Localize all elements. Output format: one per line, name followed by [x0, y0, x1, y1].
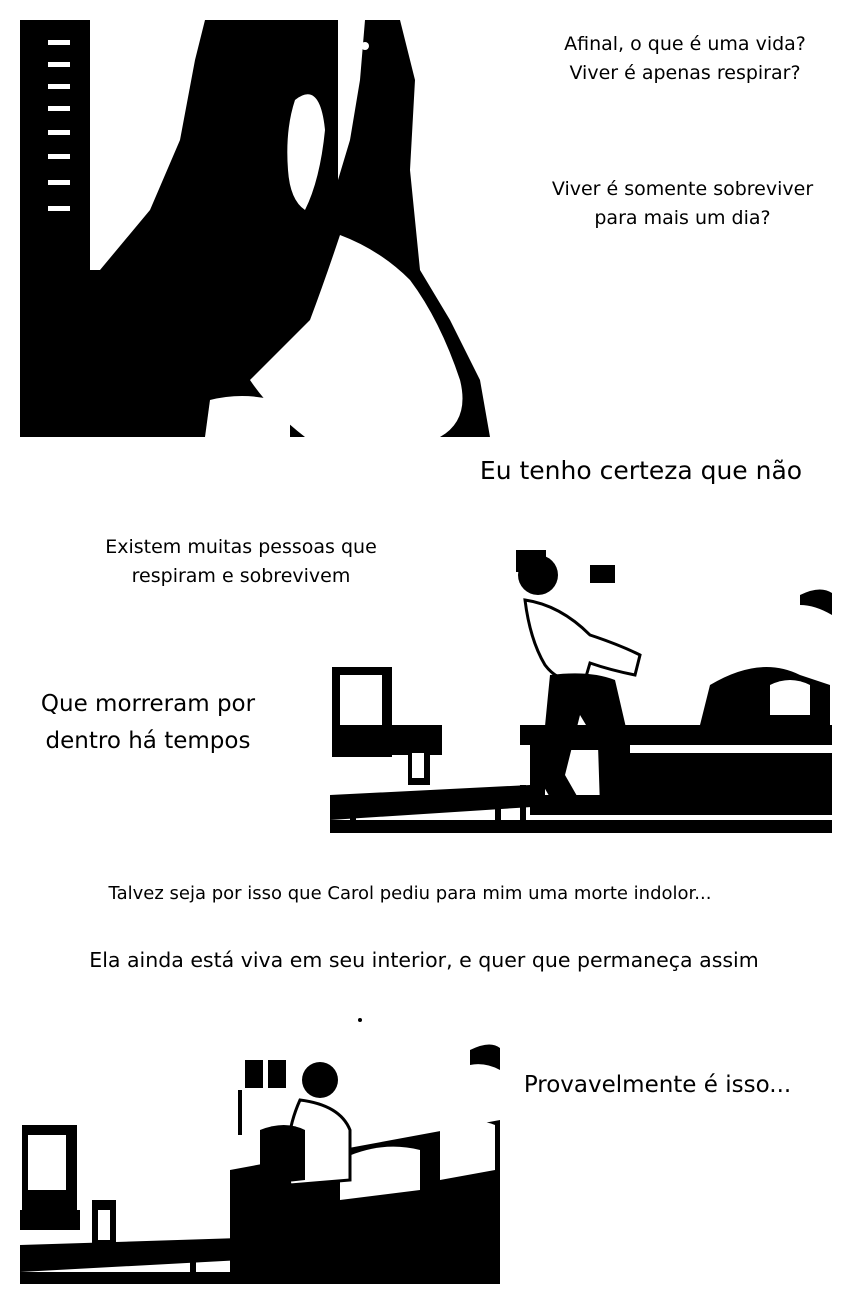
panel-man-standing-living-room: [330, 545, 832, 833]
panel-man-face-closeup: [20, 20, 530, 437]
living-room-icon: [330, 545, 832, 833]
living-room-icon: [20, 1010, 500, 1284]
caption-still-alive-inside: Ela ainda está viva em seu interior, e quer que permaneça assim: [89, 948, 759, 972]
caption-what-is-life: [535, 30, 835, 87]
caption-line: para mais um dia?: [594, 206, 771, 229]
caption-line: dentro há tempos: [45, 728, 251, 755]
panel-woman-sitting-living-room: [20, 1010, 500, 1284]
caption-died-inside: [22, 686, 274, 761]
caption-line: respiram e sobrevivem: [131, 564, 351, 587]
caption-line: Viver é apenas respirar?: [569, 61, 801, 84]
caption-line: Afinal, o que é uma vida?: [564, 33, 806, 55]
caption-line: Existem muitas pessoas que: [105, 536, 377, 558]
caption-line: Que morreram por: [40, 691, 256, 717]
caption-carol-painless-death: Talvez seja por isso que Carol pediu para mim uma morte indolor...: [108, 883, 712, 904]
man-silhouette-icon: [20, 20, 530, 437]
caption-probably-that: Provavelmente é isso...: [523, 1072, 792, 1098]
caption-survive-one-day: [535, 175, 830, 232]
caption-line: Viver é somente sobreviver: [551, 178, 814, 200]
caption-certain-not: Eu tenho certeza que não: [479, 456, 803, 485]
